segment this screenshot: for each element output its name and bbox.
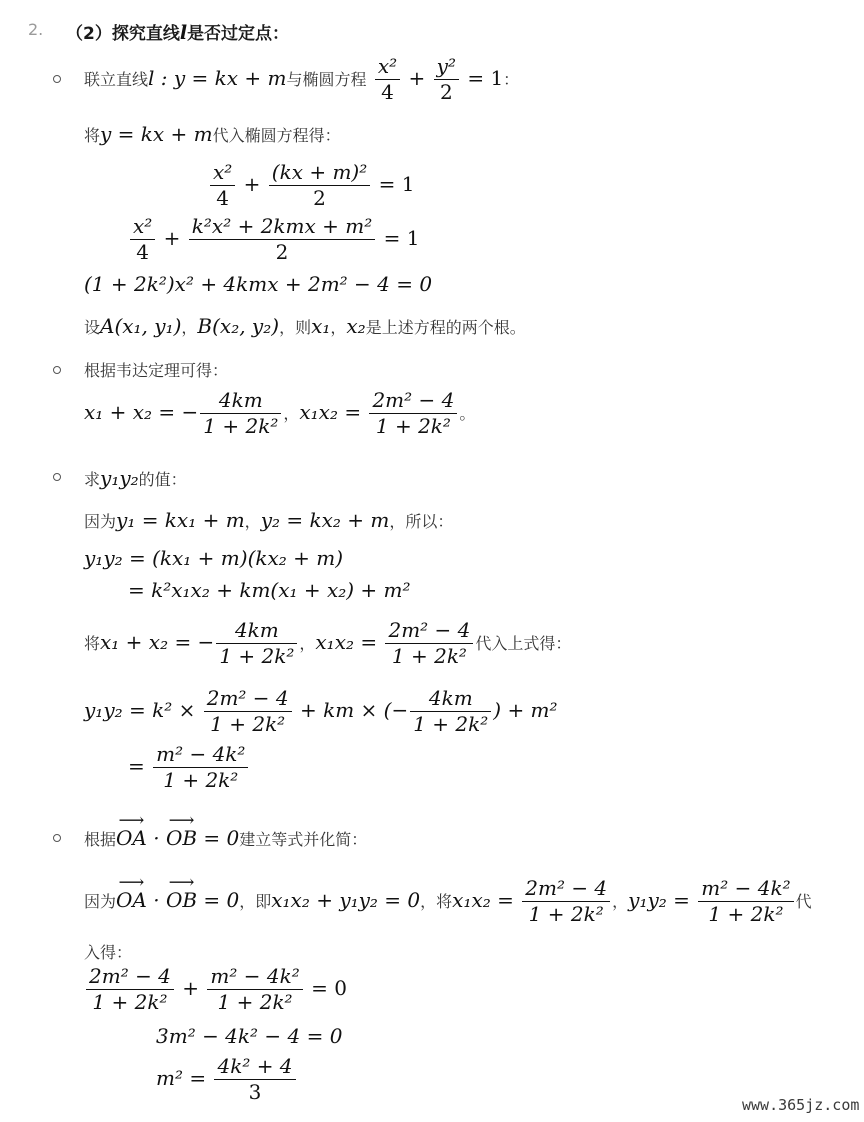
roots-sep-2: ， — [330, 318, 347, 337]
final-equation-1 — [84, 964, 347, 1015]
num: m² − 4k² — [210, 964, 300, 988]
y1y2-expand-2: = k²x₁x₂ + km(x₁ + x₂) + m² — [128, 578, 411, 602]
because-mid: ，即 — [239, 892, 272, 911]
intro-mid: 与椭圆方程 — [286, 70, 367, 89]
den: 1 + 2k² — [522, 901, 610, 927]
num: x² — [377, 54, 398, 78]
vector-ob: ⟶ OB — [166, 826, 197, 850]
frac-x2-4b — [210, 160, 235, 211]
because-pre: 因为 — [84, 512, 117, 531]
frac-y1y2-2 — [698, 876, 793, 927]
line-equation: l : y = kx + m — [148, 66, 287, 90]
den: 4 — [210, 185, 235, 211]
den: 2 — [434, 79, 459, 105]
frac-kxm-2 — [269, 160, 370, 211]
num: 4km — [218, 388, 263, 412]
root-x1: x₁ — [311, 314, 331, 338]
num: 2m² − 4 — [525, 876, 608, 900]
num: 4km — [428, 686, 473, 710]
item-number: 2. — [28, 20, 44, 39]
point-a: A(x₁, y₁) — [100, 314, 182, 338]
heading-rest: 是否过定点： — [187, 24, 290, 44]
watermark: www.365jz.com — [742, 1096, 860, 1114]
num: 2m² − 4 — [206, 686, 289, 710]
den: 3 — [214, 1079, 295, 1105]
intro-end: ： — [503, 70, 520, 89]
prod-lhs: x₁x₂ = — [299, 400, 362, 424]
because-end: 代 — [795, 892, 812, 911]
vieta-label: 根据韦达定理可得： — [84, 361, 229, 380]
continued-text: 入得： — [84, 943, 133, 962]
num: x² — [213, 160, 233, 184]
final-equation-3 — [156, 1054, 298, 1105]
frac-prod — [369, 388, 457, 439]
frac-prod-4 — [522, 876, 610, 927]
label-post: 建立等式并化简： — [239, 830, 368, 849]
roots-then: ，则 — [279, 318, 312, 337]
label-var: y₁y₂ — [100, 466, 139, 490]
heading-var: l — [179, 22, 188, 44]
frac-prod-2 — [385, 618, 473, 669]
den: 1 + 2k² — [369, 413, 457, 439]
frac-y1y2 — [153, 742, 248, 793]
y1y2-result-2 — [128, 742, 250, 793]
sub-pre: 将 — [84, 126, 101, 145]
e3-lhs: m² = — [156, 1066, 207, 1090]
den: 1 + 2k² — [204, 711, 292, 737]
num: m² − 4k² — [156, 742, 246, 766]
den: 1 + 2k² — [216, 643, 297, 669]
num: 4k² + 4 — [217, 1054, 293, 1078]
root-x2: x₂ — [346, 314, 366, 338]
num: y² — [436, 54, 456, 78]
num: x² — [133, 214, 153, 238]
r1-end: ) + m² — [493, 698, 558, 722]
eq-one: = 1 — [378, 172, 415, 196]
because-x: x₁x₂ = — [452, 888, 514, 912]
section-heading — [66, 19, 289, 44]
num: k²x² + 2kmx + m² — [191, 214, 373, 238]
roots-post: 是上述方程的两个根。 — [365, 318, 526, 337]
eq-one: = 1 — [383, 226, 420, 250]
y1y2-expand-1: y₁y₂ = (kx₁ + m)(kx₂ + m) — [84, 546, 344, 570]
sum-lhs: x₁ + x₂ = − — [100, 630, 215, 654]
because-e1: y₁ = kx₁ + m — [116, 508, 245, 532]
because-y: y₁y₂ = — [628, 888, 690, 912]
intro-pre: 联立直线 — [84, 70, 149, 89]
eq-one: = 1 — [467, 66, 504, 90]
den: 4 — [130, 239, 155, 265]
frac-prod-3 — [204, 686, 292, 737]
equation-2: $\frac{\text{x²}}{4}$ + $\frac{\text{k²x² + 2kmx + m²}}{2}$ = 1 — [128, 214, 419, 265]
num: 4km — [234, 618, 279, 642]
because-sub: ，将 — [420, 892, 453, 911]
roots-line — [84, 314, 526, 338]
den: 4 — [375, 79, 400, 105]
bullet-2 — [53, 366, 61, 374]
substitute-vieta: 将x₁ + x₂ = − $\frac{4km}{\text{1 + 2k²}}$ ，x₁x₂ = $\frac{\text{2m² − 4}}{\text{1 + 2k²}}$ 代入上式得： — [84, 618, 572, 668]
dot-product-because: 因为⟶ OA · ⟶ OB = 0，即x₁x₂ + y₁y₂ = 0，将x₁x₂ = $\frac{\text{2m² − 4}}{\text{1 + 2k²}}$ ，y₁y₂ = $\frac{\text{m² − 4k²}}{\text{1 + 2k²}}$ 代 — [84, 876, 812, 927]
den: 1 + 2k² — [698, 901, 793, 927]
num: m² − 4k² — [701, 876, 791, 900]
step1-intro: 联立直线l : y = kx + m与椭圆方程 $\frac{\text{x²}}{4}$ + $\frac{\text{y²}}{2}$ = 1： — [84, 54, 520, 104]
label-pre: 根据 — [84, 830, 117, 849]
bullet-4 — [53, 834, 61, 842]
r1-mid: + km × (− — [299, 698, 409, 722]
roots-pre: 设 — [84, 318, 101, 337]
label-pre: 求 — [84, 470, 101, 489]
bullet-1 — [53, 75, 61, 83]
frac-x2-4c — [130, 214, 155, 265]
equation-1: $\frac{\text{x²}}{4}$ + $\frac{\text{(kx + m)²}}{2}$ = 1 — [208, 160, 414, 211]
equation-3: (1 + 2k²)x² + 4kmx + 2m² − 4 = 0 — [84, 272, 433, 296]
vector-ob-2: ⟶ OB — [166, 888, 197, 912]
sub-eq: y = kx + m — [100, 122, 213, 146]
frac-x2-4 — [375, 54, 400, 105]
label-post: 的值： — [138, 470, 187, 489]
num: (kx + m)² — [271, 160, 368, 184]
prod-lhs: x₁x₂ = — [315, 630, 378, 654]
frac-expand-2 — [189, 214, 375, 265]
eq-zero: = 0 — [311, 976, 347, 1000]
num: 2m² − 4 — [372, 388, 455, 412]
frac-m2 — [214, 1054, 295, 1105]
vieta-end: 。 — [459, 404, 476, 423]
r1-lhs: y₁y₂ = k² × — [84, 698, 196, 722]
y1y2-result-1 — [84, 686, 558, 737]
vieta-equations: x₁ + x₂ = − $\frac{4km}{\text{1 + 2k²}}$ ，x₁x₂ = $\frac{\text{2m² − 4}}{\text{1 + 2k²}}$ 。 — [84, 388, 476, 438]
frac-y1y2-3 — [207, 964, 302, 1015]
den: 1 + 2k² — [86, 989, 174, 1015]
roots-sep: ， — [181, 318, 198, 337]
num: 2m² − 4 — [89, 964, 171, 988]
dot-product-label: 根据⟶ OA · ⟶ OB = 0建立等式并化简： — [84, 826, 367, 850]
r2-eq: = — [128, 754, 145, 778]
because-pre: 因为 — [84, 892, 117, 911]
final-equation-2: 3m² − 4k² − 4 = 0 — [156, 1024, 343, 1048]
plus: + — [182, 976, 200, 1000]
frac-sum-2 — [216, 618, 297, 669]
bullet-3 — [53, 473, 61, 481]
den: 2 — [189, 239, 375, 265]
sub-post: 代入椭圆方程得： — [212, 126, 341, 145]
den: 2 — [269, 185, 370, 211]
den: 1 + 2k² — [207, 989, 302, 1015]
vector-oa-2: ⟶ OA — [116, 888, 147, 912]
frac-prod-5 — [86, 964, 174, 1015]
frac-y2-2 — [434, 54, 459, 105]
num: 2m² − 4 — [388, 618, 471, 642]
den: 1 + 2k² — [385, 643, 473, 669]
sub-post: 代入上式得： — [475, 634, 572, 653]
den: 1 + 2k² — [153, 767, 248, 793]
vector-oa: ⟶ OA — [116, 826, 147, 850]
because-line: 因为y₁ = kx₁ + m，y₂ = kx₂ + m，所以： — [84, 508, 454, 532]
den: 1 + 2k² — [200, 413, 281, 439]
because-eq: x₁x₂ + y₁y₂ = 0 — [271, 888, 421, 912]
frac-sum — [200, 388, 281, 439]
y1y2-label — [84, 466, 187, 490]
sum-lhs: x₁ + x₂ = − — [84, 400, 199, 424]
substitute-line — [84, 122, 341, 146]
point-b: B(x₂, y₂) — [197, 314, 280, 338]
heading-text: （2）探究直线 — [66, 24, 180, 44]
den: 1 + 2k² — [410, 711, 491, 737]
because-e2: y₂ = kx₂ + m — [260, 508, 390, 532]
because-post: ，所以： — [389, 512, 454, 531]
frac-sum-3 — [410, 686, 491, 737]
sub-pre: 将 — [84, 634, 101, 653]
